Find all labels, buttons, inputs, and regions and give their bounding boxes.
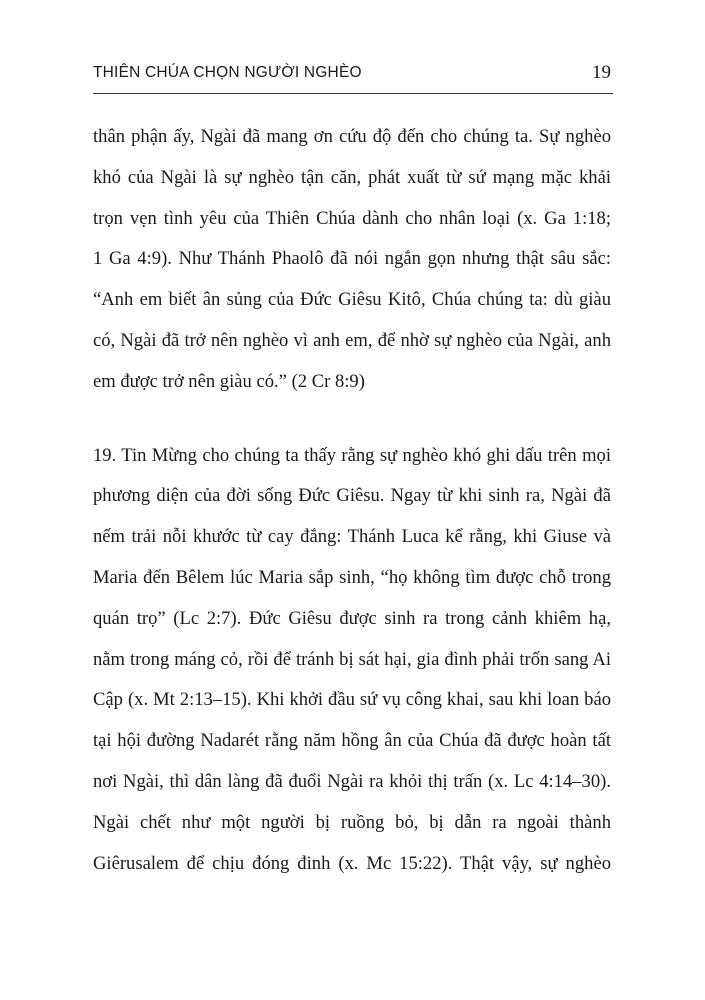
text-line: thân phận ấy, Ngài đã mang ơn cứu độ đến cho chúng ta. Sự nghèo: [93, 126, 611, 147]
text-line: khó của Ngài là sự nghèo tận căn, phát xuất từ sứ mạng mặc khải: [93, 166, 611, 188]
text-line: Ngài chết như một người bị ruồng bỏ, bị dẫn ra ngoài thành: [93, 811, 611, 833]
header-divider: [93, 93, 613, 94]
paragraph-1: [93, 117, 611, 403]
text-line: có, Ngài đã trở nên nghèo vì anh em, để nhờ sự nghèo của Ngài, anh: [93, 329, 611, 351]
text-line: phương diện của đời sống Đức Giêsu. Ngay từ khi sinh ra, Ngài đã: [93, 485, 611, 507]
page-number: 19: [592, 62, 611, 83]
text-line: quán trọ” (Lc 2:7). Đức Giêsu được sinh ra trong cảnh khiêm hạ,: [93, 607, 611, 629]
text-line: nếm trải nỗi khước từ cay đắng: Thánh Luca kể rằng, khi Giuse và: [93, 526, 611, 548]
body-text: [93, 117, 611, 884]
text-line: em được trở nên giàu có.” (2 Cr 8:9): [93, 370, 365, 392]
text-line: 19. Tin Mừng cho chúng ta thấy rằng sự nghèo khó ghi dấu trên mọi: [93, 444, 611, 466]
text-line: tại hội đường Nadarét rằng năm hồng ân của Chúa đã được hoàn tất: [93, 730, 611, 752]
text-line: nơi Ngài, thì dân làng đã đuổi Ngài ra khỏi thị trấn (x. Lc 4:14–30).: [93, 770, 611, 792]
text-line: Giêrusalem để chịu đóng đinh (x. Mc 15:22). Thật vậy, sự nghèo: [93, 852, 611, 874]
running-header-title: THIÊN CHÚA CHỌN NGƯỜI NGHÈO: [93, 64, 362, 81]
text-line: nằm trong máng cỏ, rồi để tránh bị sát hại, gia đình phải trốn sang Ai: [93, 648, 611, 670]
text-line: 1 Ga 4:9). Như Thánh Phaolô đã nói ngắn gọn nhưng thật sâu sắc:: [93, 248, 611, 270]
paragraph-19: [93, 436, 611, 885]
running-header: [93, 60, 613, 90]
text-line: Cập (x. Mt 2:13–15). Khi khởi đầu sứ vụ công khai, sau khi loan báo: [93, 689, 611, 711]
text-line: trọn vẹn tình yêu của Thiên Chúa dành cho nhân loại (x. Ga 1:18;: [93, 207, 611, 229]
text-line: Maria đến Bêlem lúc Maria sắp sinh, “họ không tìm được chỗ trong: [93, 566, 611, 588]
text-line: “Anh em biết ân sủng của Đức Giêsu Kitô, Chúa chúng ta: dù giàu: [93, 289, 611, 311]
